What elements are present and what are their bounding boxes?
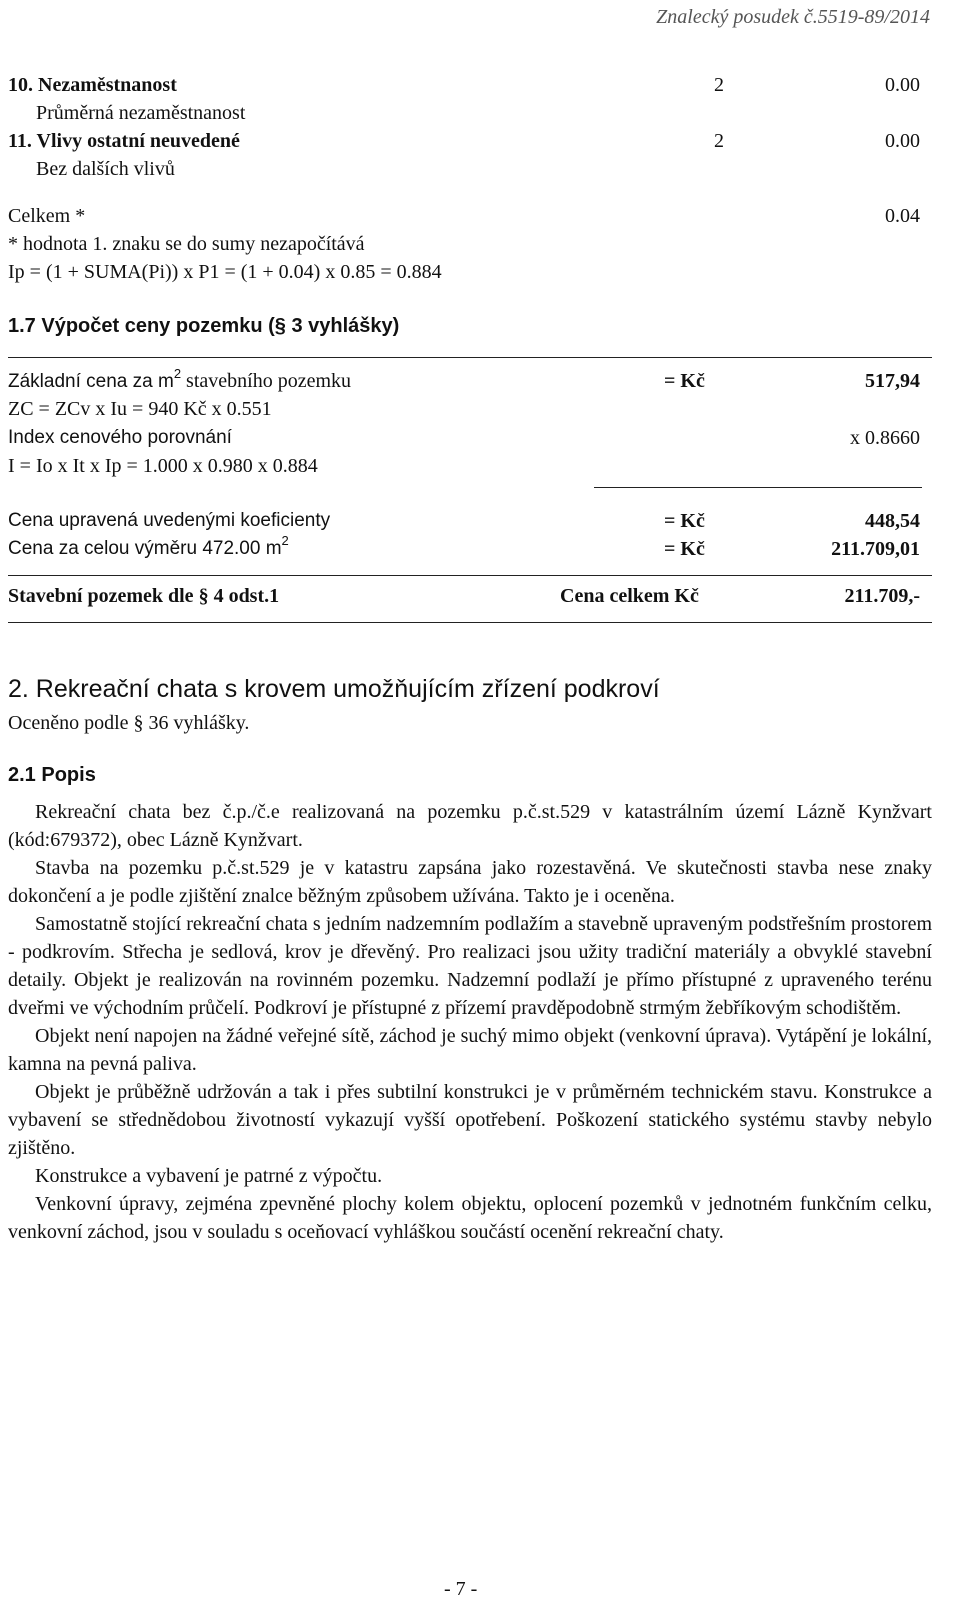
page-number: - 7 - [444, 1578, 478, 1600]
factor-11-label: 11. Vlivy ostatní neuvedené [8, 130, 240, 152]
result-total-value: 211.709,- [844, 585, 920, 607]
paragraph: Venkovní úpravy, zejména zpevněné plochy kolem objektu, oplocení pozemků v jednotném funkčním celku, venkovní záchod, jsou v souladu s oceňovací vyhláškou součástí ocenění rekreační chaty. [8, 1193, 932, 1243]
divider [594, 487, 922, 488]
paragraph: Objekt není napojen na žádné veřejné sítě, záchod je suchý mimo objekt (venkovní úprava). Vytápění je lokální, kamna na pevná paliva. [8, 1025, 932, 1075]
adjusted-price-label: Cena upravená uvedenými koeficienty [8, 510, 331, 531]
paragraph: Rekreační chata bez č.p./č.e realizovaná na pozemku p.č.st.529 v katastrálním území Lázně Kynžvart (kód:679372), obec Lázně Kynžvart. [8, 801, 932, 851]
paragraph-sign-icon: § [274, 315, 286, 337]
total-label: Celkem * [8, 205, 86, 227]
total-note: * hodnota 1. znaku se do sumy nezapočítává [8, 233, 365, 255]
factor-10-label: 10. Nezaměstnanost [8, 74, 177, 96]
total-value: 0.04 [885, 205, 920, 227]
base-price-eq: = Kč [664, 370, 705, 392]
paragraph: Samostatně stojící rekreační chata s jedním nadzemním podlažím a stavebně upraveným podstřešním prostorem - podkrovím. Střecha je sedlová, krov je dřevěný. Pro realizaci jsou užity tradiční materiály a obvyklé stavební detaily. Objekt je realizován na rovinném pozemku. Nadzemní podlaží je přímo přístupné z upraveného terénu dveřmi ve východním průčelí. Podkroví je přístupné z přízemí pravděpodobně strmým žebříkovým schodištěm. [8, 913, 932, 1019]
base-price-value: 517,94 [865, 370, 920, 392]
result-total-label: Cena celkem Kč [560, 585, 699, 607]
description-text [8, 798, 932, 1246]
factor-11-level: 2 [714, 130, 724, 152]
zc-formula: ZC = ZCv x Iu = 940 Kč x 0.551 [8, 398, 272, 420]
paragraph-sign-icon: § [133, 712, 144, 734]
paragraph: Stavba na pozemku p.č.st.529 je v katastru zapsána jako rozestavěná. Ve skutečnosti stavba nese znaky dokončení a je podle zjištění znalce běžným způsobem užívána. Takto je i oceněna. [8, 857, 932, 907]
document-header: Znalecký posudek č.5519-89/2014 [656, 6, 930, 28]
paragraph: Objekt je průběžně udržován a tak i přes subtilní konstrukci je v průměrném technickém stavu. Konstrukce a vybavení se střednědobou životností vykazují vyšší opotřebení. Poškození statického systému stavby nebylo zjištěno. [8, 1081, 932, 1159]
index-label: Index cenového porovnání [8, 427, 232, 448]
section-2-1-heading: 2.1 Popis [8, 764, 96, 786]
valued-by: Oceněno podle § 36 vyhlášky. [8, 712, 250, 734]
result-label: Stavební pozemek dle § 4 odst.1 [8, 585, 280, 607]
area-price-label: Cena za celou výměru 472.00 $m^2$ [8, 532, 289, 559]
divider [8, 357, 932, 358]
index-formula: I = Io x It x Ip = 1.000 x 0.980 x 0.884 [8, 455, 318, 477]
area-price-value: 211.709,01 [831, 538, 920, 560]
area-price-eq: = Kč [664, 538, 705, 560]
base-price-label: Základní cena za $m^2$ stavebního pozemku [8, 365, 352, 392]
adjusted-price-eq: = Kč [664, 510, 705, 532]
factor-11-sub: Bez dalších vlivů [36, 158, 175, 180]
ip-formula: Ip = (1 + SUMA(Pi)) x P1 = (1 + 0.04) x 0.85 = 0.884 [8, 261, 442, 283]
factor-10-value: 0.00 [885, 74, 920, 96]
divider [8, 622, 932, 623]
divider [8, 575, 932, 576]
section-1-7-heading: 1.7 Výpočet ceny pozemku (§ 3 vyhlášky) [8, 315, 400, 337]
section-2-heading: 2. Rekreační chata s krovem umožňujícím zřízení podkroví [8, 675, 660, 703]
paragraph-sign-icon: § [198, 585, 209, 607]
adjusted-price-value: 448,54 [865, 510, 920, 532]
index-value: x 0.8660 [850, 427, 920, 449]
factor-10-level: 2 [714, 74, 724, 96]
factor-11-value: 0.00 [885, 130, 920, 152]
factor-10-sub: Průměrná nezaměstnanost [36, 102, 246, 124]
paragraph: Konstrukce a vybavení je patrné z výpočtu. [35, 1165, 383, 1187]
